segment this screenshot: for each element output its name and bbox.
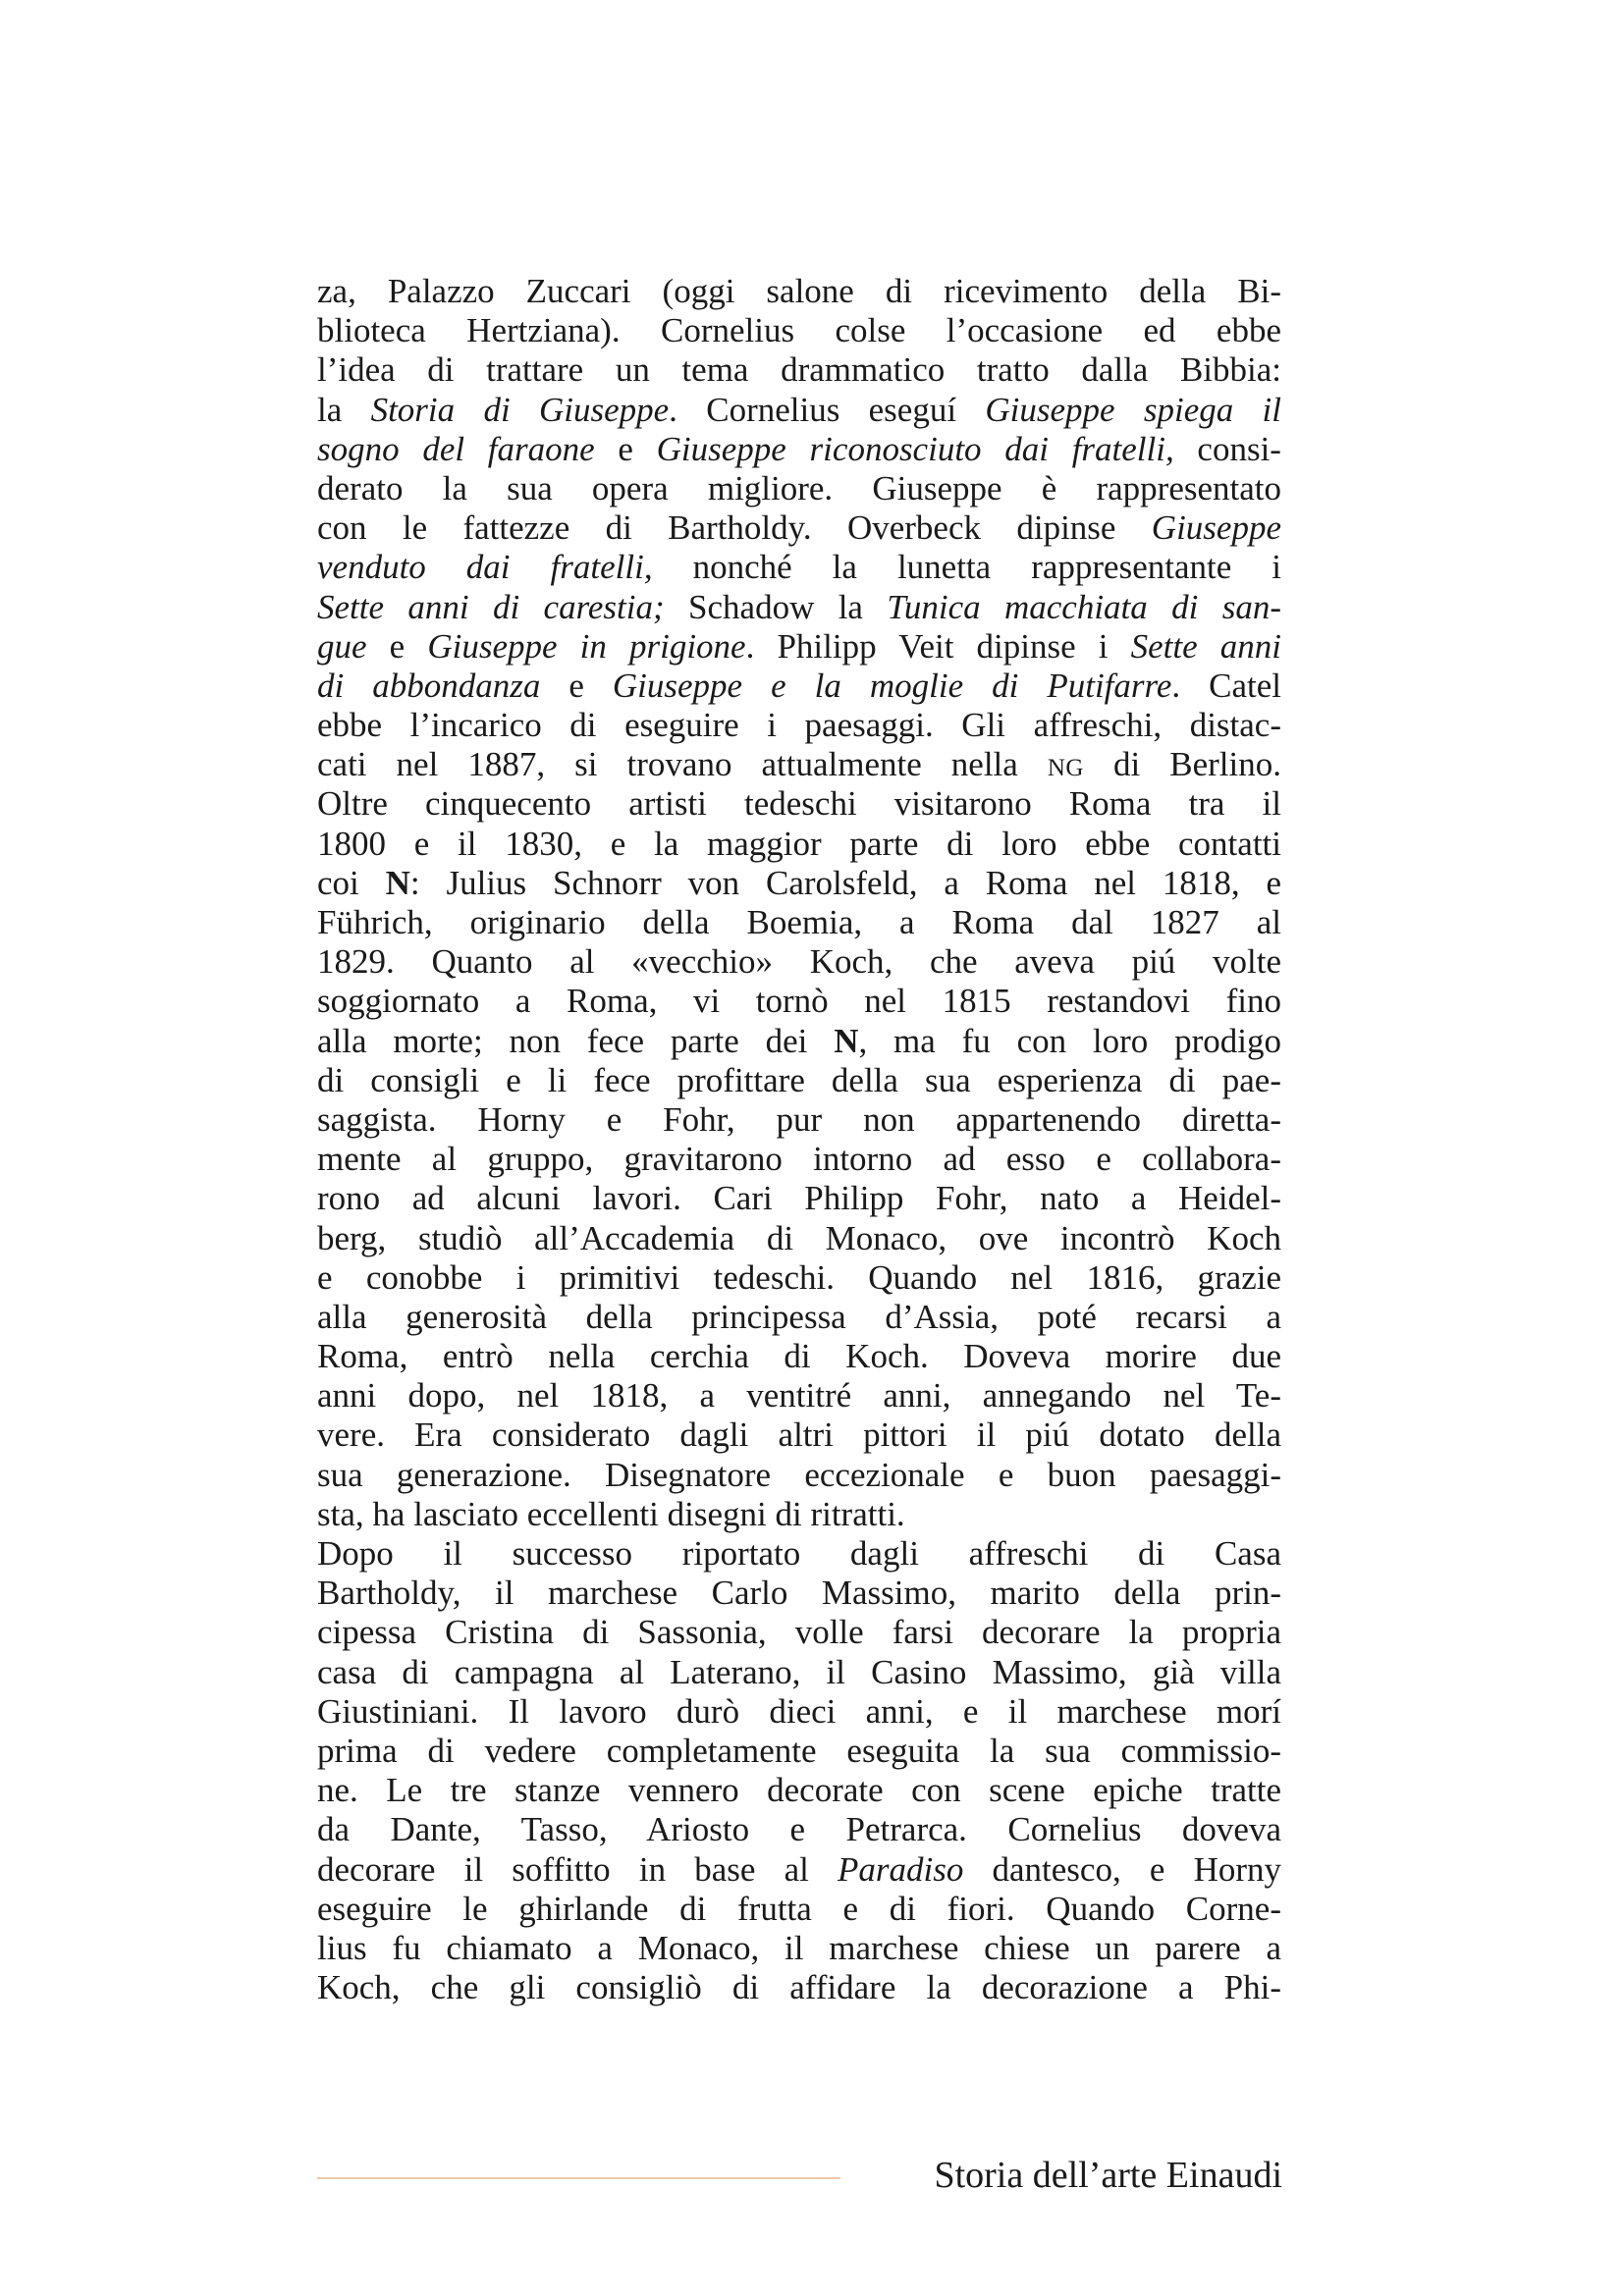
text-line [317,1415,1281,1455]
text-run: decorare il soffitto in base al [317,1849,838,1889]
text-line [317,942,1281,982]
text-line [317,548,1281,587]
text-line [317,430,1281,469]
text-run: mente al gruppo, gravitarono intorno ad esso e collabora- [317,1140,1281,1179]
text-line [317,1456,1281,1495]
text-run: . Catel [1171,666,1281,705]
text-run: ebbe l’incarico di eseguire i paesaggi. Gli affreschi, distac- [317,706,1281,745]
text-line [317,1219,1281,1258]
italic-title: gue [317,626,367,666]
text-run: saggista. Horny e Fohr, pur non appartenendo diretta- [317,1099,1281,1139]
text-run: casa di campagna al Laterano, il Casino Massimo, già villa [317,1652,1281,1691]
text-run: Roma, entrò nella cerchia di Koch. Doveva morire due [317,1337,1281,1376]
italic-title: Giuseppe spiega il [985,390,1281,429]
text-run: consi- [1173,429,1281,468]
text-line [317,1495,1281,1534]
text-line [317,311,1281,350]
text-line [317,745,1281,784]
text-run: cipessa Cristina di Sassonia, volle farsi decorare la propria [317,1613,1281,1652]
text-line [317,272,1281,311]
text-run: 1829. Quanto al «vecchio» Koch, che aveva piú volte [317,942,1281,982]
text-line [317,1850,1281,1890]
text-line [317,1022,1281,1061]
footer-rule [317,2177,840,2179]
text-line [317,982,1281,1021]
italic-title: Storia di Giuseppe [370,390,670,429]
text-run: anni dopo, nel 1818, a ventitré anni, annegando nel Te- [317,1376,1281,1415]
italic-title: Giuseppe in prigione [427,626,746,666]
italic-title: Paradiso [838,1849,964,1889]
text-line [317,391,1281,430]
text-run: soggiornato a Roma, vi tornò nel 1815 restandovi fino [317,982,1281,1021]
text-run: . Philipp Veit dipinse i [745,626,1131,666]
text-run: sua generazione. Disegnatore eccezionale e buon paesaggi- [317,1455,1281,1494]
text-run: Dopo il successo riportato dagli affreschi di Casa [317,1534,1281,1573]
text-run: eseguire le ghirlande di frutta e di fiori. Quando Corne- [317,1889,1281,1928]
bold-abbreviation: N [834,1021,859,1060]
text-line [317,1613,1281,1652]
text-line [317,706,1281,745]
text-line [317,1298,1281,1337]
text-line [317,627,1281,667]
text-run: vere. Era considerato dagli altri pittori il piú dotato della [317,1415,1281,1455]
text-line [317,1771,1281,1810]
text-line [317,1692,1281,1732]
text-run: rono ad alcuni lavori. Cari Philipp Fohr, nato a Heidel- [317,1179,1281,1218]
text-line [317,1258,1281,1298]
body-text [317,272,1281,2007]
text-line [317,1732,1281,1771]
text-run: derato la sua opera migliore. Giuseppe è rappresentato [317,468,1281,507]
italic-title: di abbondanza [317,666,541,705]
text-run: e [540,666,613,705]
text-run: e conobbe i primitivi tedeschi. Quando nel 1816, grazie [317,1257,1281,1297]
text-line [317,588,1281,627]
text-line [317,1337,1281,1376]
text-line [317,1968,1281,2007]
text-line [317,1810,1281,1849]
text-run: , ma fu con loro prodigo [858,1021,1281,1060]
text-line [317,1890,1281,1929]
footer-title: Storia dell’arte Einaudi [934,2155,1282,2196]
text-line [317,1100,1281,1140]
italic-title: sogno del faraone [317,429,595,468]
text-run: 1800 e il 1830, e la maggior parte di loro ebbe contatti [317,824,1281,863]
text-run: za, Palazzo Zuccari (oggi salone di ricevimento della Bi- [317,272,1281,310]
italic-title: Giuseppe riconosciuto dai fratelli, [656,429,1174,468]
text-line [317,350,1281,390]
text-run: e [594,429,657,468]
text-run: nonché la lunetta rappresentante i [652,548,1281,587]
text-line [317,1653,1281,1692]
text-run: : Julius Schnorr von Carolsfeld, a Roma nel 1818, e [409,863,1281,902]
text-line [317,1929,1281,1968]
italic-title: Sette anni di carestia; [317,587,665,626]
text-run: di consigli e li fece profittare della sua esperienza di pae- [317,1060,1281,1099]
text-run: prima di vedere completamente eseguita la sua commissio- [317,1731,1281,1770]
text-run: berg, studiò all’Accademia di Monaco, ove incontrò Koch [317,1218,1281,1257]
text-run: lius fu chiamato a Monaco, il marchese chiese un parere a [317,1928,1281,1967]
text-line [317,508,1281,548]
text-run: e [366,626,428,666]
text-run: Schadow la [664,587,888,626]
text-run: alla morte; non fece parte dei [317,1021,835,1060]
italic-title: venduto dai fratelli, [317,548,653,587]
text-run: blioteca Hertziana). Cornelius colse l’occasione ed ebbe [317,311,1281,350]
text-run: cati nel 1887, si trovano attualmente nella [317,745,1048,784]
text-line [317,1061,1281,1100]
text-run: Bartholdy, il marchese Carlo Massimo, marito della prin- [317,1574,1281,1613]
text-line [317,784,1281,824]
text-run: l’idea di trattare un tema drammatico tratto dalla Bibbia: [317,350,1281,390]
text-line [317,1376,1281,1415]
text-line [317,469,1281,508]
text-line [317,903,1281,942]
italic-title: Sette anni [1130,626,1281,666]
text-line [317,1534,1281,1574]
text-line [317,864,1281,903]
text-run: Koch, che gli consigliò di affidare la decorazione a Phi- [317,1968,1281,2007]
text-line [317,1140,1281,1179]
small-caps-abbreviation: NG [1047,755,1084,782]
text-line [317,1574,1281,1613]
text-run: ne. Le tre stanze vennero decorate con scene epiche tratte [317,1771,1281,1810]
bold-abbreviation: N [385,863,410,902]
text-line [317,1179,1281,1218]
text-run: coi [317,863,386,902]
text-run: con le fattezze di Bartholdy. Overbeck dipinse [317,508,1152,548]
text-run: Giustiniani. Il lavoro durò dieci anni, e il marchese morí [317,1691,1281,1731]
text-line [317,667,1281,706]
text-run: . Cornelius eseguí [669,390,986,429]
text-run: Führich, originario della Boemia, a Roma dal 1827 al [317,903,1281,941]
text-run: sta, ha lasciato eccellenti disegni di ritratti. [317,1494,905,1533]
text-run: di Berlino. [1083,745,1281,784]
italic-title: Tunica macchiata di san- [887,587,1281,626]
text-run: da Dante, Tasso, Ariosto e Petrarca. Cornelius doveva [317,1810,1281,1849]
italic-title: Giuseppe [1151,508,1281,548]
text-line [317,825,1281,864]
text-run: alla generosità della principessa d’Assia, poté recarsi a [317,1297,1281,1336]
text-run: la [317,390,371,429]
italic-title: Giuseppe e la moglie di Putifarre [612,666,1172,705]
text-run: dantesco, e Horny [963,1849,1281,1889]
text-run: Oltre cinquecento artisti tedeschi visitarono Roma tra il [317,784,1281,824]
